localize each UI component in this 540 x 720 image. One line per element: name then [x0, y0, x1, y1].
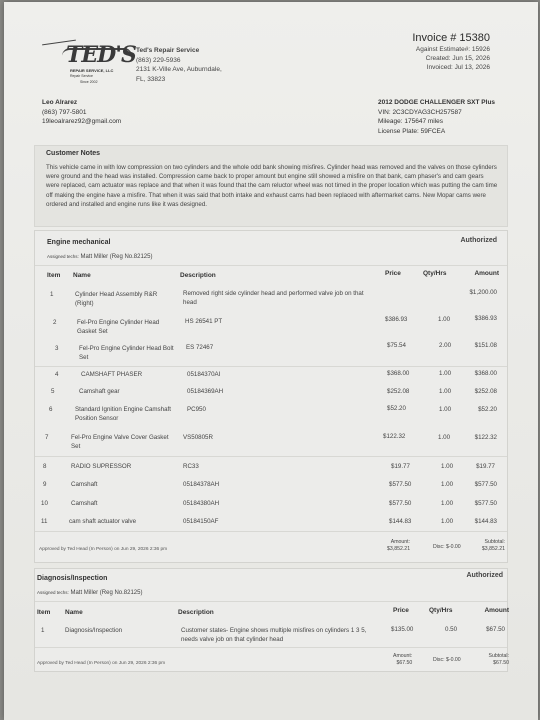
row-item: 9: [43, 481, 47, 488]
col-item: Item: [47, 272, 61, 279]
row-name: CAMSHAFT PHASER: [81, 371, 143, 378]
row-desc: RC33: [183, 463, 199, 470]
row-desc: 05184380AH: [183, 500, 220, 507]
invoiced-date: Invoiced: Jul 13, 2026: [426, 64, 490, 71]
row-price: $368.00: [387, 370, 410, 377]
row-desc: 05184369AH: [187, 388, 224, 395]
tech-label: Assigned techs:: [37, 590, 69, 595]
logo-sub2: Repair Service: [70, 74, 93, 78]
row-price: $386.93: [385, 316, 408, 323]
tech-name: Matt Miller (Reg No.82125): [80, 254, 153, 260]
amount-value: $3,852.21: [387, 546, 411, 552]
row-name: Fel-Pro Engine Cylinder Head Gasket Set: [77, 319, 160, 335]
row-amount: $577.50: [474, 481, 497, 488]
vehicle-mileage: Mileage: 175647 miles: [378, 118, 444, 125]
row-desc: Removed right side cylinder head and performed valve job on that head: [183, 290, 364, 306]
row-price: $52.20: [387, 405, 406, 412]
invoice-page: [4, 2, 538, 720]
logo-text: TED'S: [66, 42, 136, 68]
subtotal: [482, 539, 505, 553]
col-name: Name: [65, 609, 83, 616]
row-qty: 1.00: [438, 316, 451, 323]
amount-label: Amount:: [390, 539, 411, 545]
row-price: $122.32: [383, 433, 406, 440]
row-qty: 2.00: [439, 342, 452, 349]
row-price: $135.00: [391, 626, 414, 633]
logo-sub: REPAIR SERVICE, LLC: [70, 68, 114, 73]
row-item: 1: [50, 291, 54, 298]
row-amount: $122.32: [474, 434, 497, 441]
customer-notes-title: Customer Notes: [46, 150, 101, 157]
customer-phone: (863) 797-5801: [42, 108, 87, 116]
row-name: Camshaft gear: [79, 388, 120, 395]
row-name: Camshaft: [71, 500, 98, 507]
row-qty: 1.00: [441, 481, 454, 488]
shop-name: Ted's Repair Service: [136, 47, 200, 54]
row-item: 10: [41, 500, 48, 507]
status-badge: Authorized: [466, 572, 503, 579]
row-name: Fel-Pro Engine Cylinder Head Bolt Set: [79, 345, 174, 361]
row-qty: 1.00: [439, 388, 452, 395]
row-qty: 1.00: [441, 518, 454, 525]
tech-name: Matt Miller (Reg No.82125): [70, 590, 143, 596]
divider: [35, 456, 507, 457]
row-item: 7: [45, 434, 49, 441]
subtotal-label: Subtotal:: [484, 539, 505, 545]
col-price: Price: [393, 607, 409, 614]
col-description: Description: [180, 272, 216, 279]
row-amount: $368.00: [474, 370, 497, 377]
vehicle-vin: VIN: 2C3CDYAG3CH257587: [378, 108, 462, 116]
section-title: Engine mechanical: [47, 239, 111, 246]
col-item: Item: [37, 609, 51, 616]
subtotal: [489, 653, 509, 667]
divider: [35, 601, 507, 602]
row-price: $577.50: [389, 481, 412, 488]
shop-phone: (863) 229-5936: [136, 56, 181, 64]
subtotal-label: Subtotal:: [488, 653, 509, 659]
row-name: RADIO SUPRESSOR: [71, 463, 132, 470]
col-price: Price: [385, 270, 401, 277]
row-desc: PC950: [187, 406, 206, 413]
engine-section: [34, 230, 508, 563]
row-amount: $19.77: [476, 463, 495, 470]
row-desc: ES 72467: [186, 344, 214, 351]
divider: [35, 366, 507, 367]
divider: [35, 265, 507, 266]
row-qty: 1.00: [439, 370, 452, 377]
shop-info: [136, 46, 222, 84]
row-price: $75.54: [387, 342, 406, 349]
row-qty: 1.00: [441, 463, 454, 470]
amount-label: Amount:: [393, 653, 413, 659]
shop-address1: 2131 K-Ville Ave, Auburndale,: [136, 66, 222, 73]
col-qty: Qty/Hrs: [429, 607, 453, 614]
row-item: 2: [53, 319, 57, 326]
approval-note: Approved by Ted Head (In Person) on Jun 29, 2026 2:36 pm: [37, 661, 166, 666]
section-title: Diagnosis/Inspection: [37, 575, 108, 582]
row-amount: $1,200.00: [469, 289, 497, 296]
vehicle-info: [378, 98, 495, 136]
row-amount: $386.93: [474, 315, 497, 322]
row-qty: 0.50: [445, 626, 458, 633]
row-amount: $577.50: [474, 500, 497, 507]
discount: Disc: $-0.00: [433, 657, 461, 663]
row-qty: 1.00: [438, 434, 451, 441]
estimate-number: Against Estimate#: 15926: [415, 46, 490, 53]
shop-address2: FL, 33823: [136, 75, 166, 83]
row-price: $577.50: [389, 500, 412, 507]
row-name: Camshaft: [71, 481, 98, 488]
row-name: Standard Ignition Engine Camshaft Position Sensor: [75, 406, 171, 422]
row-price: $252.08: [387, 388, 410, 395]
vehicle-plate: License Plate: 59FCEA: [378, 127, 446, 135]
row-desc: HS 26541 PT: [185, 318, 223, 325]
row-name: Fel-Pro Engine Valve Cover Gasket Set: [71, 434, 169, 450]
col-description: Description: [178, 609, 214, 616]
row-item: 3: [55, 345, 59, 352]
row-item: 5: [51, 388, 55, 395]
row-desc: VS50805R: [183, 434, 213, 441]
row-qty: 1.00: [441, 500, 454, 507]
row-amount: $252.08: [474, 388, 497, 395]
subtotal-value: $3,852.21: [481, 546, 505, 552]
col-qty: Qty/Hrs: [423, 270, 447, 277]
row-item: 6: [49, 406, 53, 413]
shop-logo: [62, 42, 134, 92]
row-amount: $144.83: [474, 518, 497, 525]
row-price: $144.83: [389, 518, 412, 525]
assigned-techs: [47, 254, 152, 260]
col-amount: Amount: [474, 270, 499, 277]
row-item: 11: [41, 518, 48, 525]
invoice-title: Invoice # 15380: [412, 32, 490, 44]
customer-name: Leo Alrarez: [42, 99, 78, 106]
customer-notes-text: This vehicle came in with low compression on two cylinders and the whole odd bank showing misfires. Cylinder head was removed and the valves on those cylinders were ground and the head was installed. Compression came back to proper amount but engine still showed a misfire on that bank, cam phaser's and cam gears were replaced, cam actuator was replace and that when it was found that the cam reluctor wheel was not timed in the proper location which was putting the cam time off making the engine have a misfire. That when it was said that both intake and exhaust cams had been replaced with aftermarket cams. New Mopar cams were ordered and installed and engine runs like it was designed.: [46, 164, 498, 208]
row-amount: $52.20: [478, 406, 497, 413]
assigned-techs: [37, 590, 142, 596]
row-desc: 05184378AH: [183, 481, 220, 488]
discount: Disc: $-0.00: [433, 544, 461, 550]
amount-total: [393, 653, 412, 667]
row-price: $19.77: [391, 463, 410, 470]
row-desc: 05184150AF: [183, 518, 219, 525]
customer-email: 19leoalrarez92@gmail.com: [42, 118, 122, 125]
row-name: Diagnosis/Inspection: [65, 627, 123, 634]
tech-label: Assigned techs:: [47, 254, 79, 259]
row-qty: 1.00: [439, 406, 452, 413]
row-name: cam shaft actuator valve: [69, 518, 137, 525]
status-badge: Authorized: [460, 237, 497, 244]
divider: [35, 531, 507, 532]
row-desc: Customer states- Engine shows multiple misfires on cylinders 1 3 5, needs valve job on that cylinder head: [181, 627, 367, 643]
row-amount: $151.08: [474, 342, 497, 349]
amount-total: [387, 539, 410, 553]
row-desc: 05184370AI: [187, 371, 221, 378]
logo-sub3: Since 2002: [80, 80, 98, 84]
vehicle-title: 2012 DODGE CHALLENGER SXT Plus: [378, 99, 496, 106]
divider: [35, 647, 507, 648]
row-item: 8: [43, 463, 47, 470]
approval-note: Approved by Ted Head (In Person) on Jun 29, 2026 2:36 pm: [39, 547, 168, 552]
invoice-meta: [416, 45, 490, 72]
amount-value: $67.50: [396, 660, 413, 666]
subtotal-value: $67.50: [493, 660, 509, 666]
col-amount: Amount: [484, 607, 509, 614]
row-amount: $67.50: [486, 626, 505, 633]
col-name: Name: [73, 272, 91, 279]
created-date: Created: Jun 15, 2026: [425, 55, 490, 62]
row-item: 1: [41, 627, 45, 634]
diagnosis-section: [34, 568, 508, 672]
customer-info: [42, 98, 121, 127]
row-item: 4: [55, 371, 59, 378]
row-name: Cylinder Head Assembly R&R (Right): [75, 291, 158, 307]
